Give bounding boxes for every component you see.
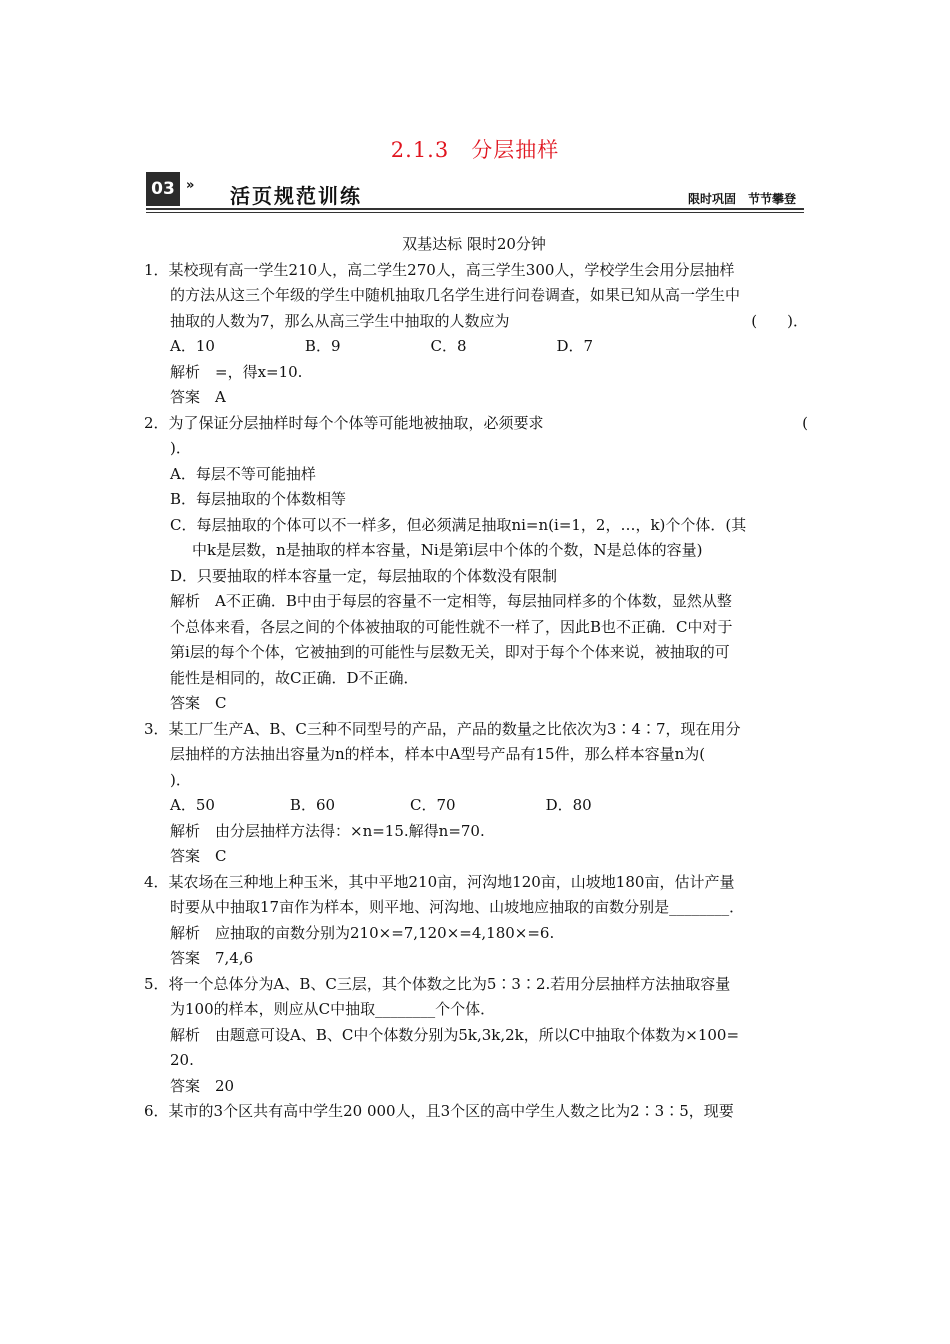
section-number: 03 <box>146 172 180 206</box>
answer-bracket-close: )． <box>170 770 191 789</box>
q4-analysis: 解析 应抽取的亩数分别为210×=7,120×=4,180×=6. <box>170 923 555 942</box>
question-3 <box>144 717 808 870</box>
q2-option-c: C．每层抽取的个体可以不一样多，但必须满足抽取ni=n(i=1，2，…，k)个个体．(其 <box>170 515 747 534</box>
q5-answer: 答案 20 <box>170 1076 235 1095</box>
q5-analysis: 20. <box>170 1051 194 1069</box>
q5-stem-line: 5．将一个总体分为A、B、C三层，其个体数之比为5∶3∶2.若用分层抽样方法抽取容量 <box>144 974 731 993</box>
q1-stem-line: 的方法从这三个年级的学生中随机抽取几名学生进行问卷调查，如果已知从高一学生中 <box>170 286 741 304</box>
q2-answer: 答案 C <box>170 694 227 712</box>
q3-stem-line: 层抽样的方法抽出容量为n的样本，样本中A型号产品有15件，那么样本容量n为( <box>170 745 706 763</box>
q3-stem-line: 3．某工厂生产A、B、C三种不同型号的产品，产品的数量之比依次为3∶4∶7，现在用分 <box>144 719 741 738</box>
question-4 <box>144 870 808 972</box>
page-title: 2.1.3 分层抽样 <box>390 138 560 162</box>
q1-stem-text: 抽取的人数为7，那么从高三学生中抽取的人数应为 <box>170 311 510 330</box>
exercise-content <box>144 232 808 1125</box>
q3-answer: 答案 C <box>170 847 227 865</box>
answer-bracket: ( )． <box>751 311 808 330</box>
q5-stem-line: 为100的样本，则应从C中抽取________个个体． <box>170 1000 496 1018</box>
q2-analysis: 解析 A不正确．B中由于每层的容量不一定相等，每层抽同样多的个体数，显然从整 <box>170 592 732 610</box>
q2-option-b: B．每层抽取的个体数相等 <box>170 490 347 508</box>
q2-option-a: A．每层不等可能抽样 <box>170 464 316 483</box>
q2-analysis: 个总体来看，各层之间的个体被抽取的可能性就不一样了，因此B也不正确．C中对于 <box>170 617 733 636</box>
banner-rule-thin <box>146 212 804 213</box>
question-2 <box>144 411 808 717</box>
section-banner <box>146 172 804 212</box>
section-slogan: 限时巩固 节节攀登 <box>687 192 796 206</box>
q2-option-d: D．只要抽取的样本容量一定，每层抽取的个体数没有限制 <box>170 566 558 585</box>
banner-rule-thick <box>146 208 804 210</box>
q1-stem-line: 1．某校现有高一学生210人，高二学生270人，高三学生300人，学校学生会用分层抽样 <box>144 260 735 279</box>
q1-options: A．10 B．9 C．8 D．7 <box>170 337 594 355</box>
q1-answer: 答案 A <box>170 388 226 406</box>
double-arrow-icon: » <box>186 178 195 193</box>
q2-stem-line <box>144 411 808 437</box>
q2-stem-text: 2．为了保证分层抽样时每个个体等可能地被抽取，必须要求 <box>144 413 544 432</box>
question-6 <box>144 1099 808 1125</box>
subheading: 双基达标 限时20分钟 <box>402 235 546 253</box>
q5-analysis: 解析 由题意可设A、B、C中个体数分别为5k,3k,2k，所以C中抽取个体数为×100= <box>170 1025 740 1044</box>
q3-options: A．50 B．60 C．70 D．80 <box>170 796 592 814</box>
question-5 <box>144 972 808 1100</box>
q2-analysis: 第i层的每个个体，它被抽到的可能性与层数无关，即对于每个个体来说，被抽取的可 <box>170 643 730 661</box>
section-title: 活页规范训练 <box>230 184 362 208</box>
q3-analysis: 解析 由分层抽样方法得：×n=15.解得n=70. <box>170 821 485 840</box>
q2-option-c-cont: 中k是层数，n是抽取的样本容量，Ni是第i层中个体的个数，N是总体的容量) <box>192 541 703 559</box>
answer-bracket-close: )． <box>170 439 191 457</box>
q1-analysis: 解析 =，得x=10. <box>170 362 303 381</box>
answer-bracket-open: ( <box>802 413 808 432</box>
q6-stem-line: 6．某市的3个区共有高中学生20 000人，且3个区的高中学生人数之比为2∶3∶5，现要 <box>144 1102 734 1120</box>
q4-answer: 答案 7,4,6 <box>170 949 254 967</box>
q1-stem-line <box>144 309 808 335</box>
q4-stem-line: 4．某农场在三种地上种玉米，其中平地210亩，河沟地120亩，山坡地180亩，估计产量 <box>144 872 735 891</box>
q2-analysis: 能性是相同的，故C正确．D不正确． <box>170 668 419 687</box>
q4-stem-line: 时要从中抽取17亩作为样本，则平地、河沟地、山坡地应抽取的亩数分别是________． <box>170 898 745 916</box>
question-1 <box>144 258 808 411</box>
